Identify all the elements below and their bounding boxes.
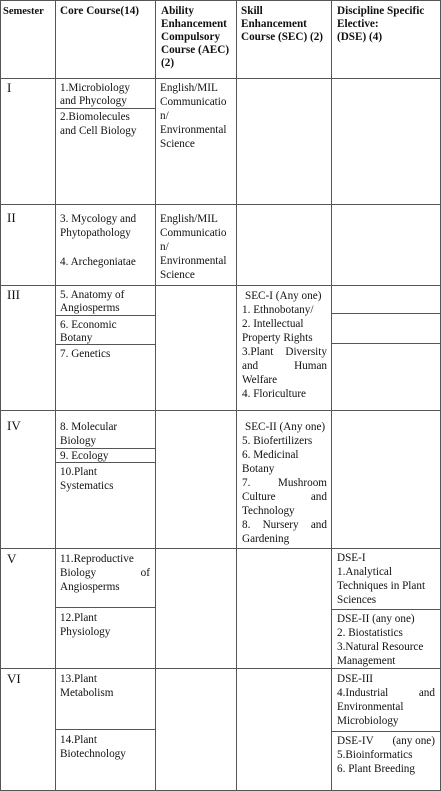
- sec-word: Nursery: [262, 519, 299, 531]
- header-dse-line: Discipline Specific: [337, 5, 425, 17]
- core-course: 14.Plant: [60, 734, 97, 746]
- column-border: [331, 0, 332, 791]
- sec-word: 3.Plant: [242, 346, 274, 358]
- sec-item-justified: [242, 476, 327, 490]
- row-border: [0, 204, 441, 205]
- aec-line: Communicatio: [160, 227, 227, 239]
- dse-word: (any one): [392, 735, 435, 747]
- header-aec-line: Compulsory: [161, 31, 221, 43]
- dse-title: DSE-I: [337, 552, 366, 564]
- subrow-border: [331, 609, 441, 610]
- core-course: Metabolism: [60, 687, 114, 699]
- core-course-word: of: [140, 567, 150, 579]
- core-course: 1.Microbiology: [60, 82, 130, 94]
- header-sec-line: Skill: [241, 5, 263, 17]
- sec-item: 4. Floriculture: [242, 388, 307, 400]
- core-course: 10.Plant: [60, 466, 97, 478]
- subrow-border: [55, 729, 155, 730]
- sec-word: and: [310, 519, 327, 531]
- sec-item: 6. Medicinal: [242, 449, 299, 461]
- sec-item: 5. Biofertilizers: [242, 435, 313, 447]
- header-aec-line: Ability: [161, 5, 194, 17]
- core-course: 9. Ecology: [60, 450, 109, 462]
- header-aec-line: Enhancement: [161, 18, 227, 30]
- header-aec-line: Course (AEC): [161, 44, 230, 56]
- column-border: [55, 0, 56, 791]
- core-course-word: Biology: [60, 567, 97, 579]
- semester-label: IV: [7, 418, 21, 433]
- sec-word: and: [242, 360, 259, 372]
- sec-item: Welfare: [242, 374, 278, 386]
- dse-word: DSE-IV: [337, 735, 374, 747]
- dse-item: 5.Bioinformatics: [337, 749, 413, 761]
- subrow-border: [331, 313, 441, 314]
- sec-word: Diversity: [285, 346, 327, 358]
- core-course: 7. Genetics: [60, 348, 111, 360]
- sec-item-justified: [242, 490, 327, 504]
- sec-word: Culture: [242, 491, 276, 503]
- core-course: and Cell Biology: [60, 125, 137, 137]
- aec-line: English/MIL: [160, 82, 218, 94]
- semester-label: VI: [7, 671, 21, 686]
- aec-line: n/: [160, 110, 169, 122]
- sec-word: 8.: [242, 519, 251, 531]
- subrow-border: [55, 108, 155, 109]
- core-course: Angiosperms: [60, 581, 120, 593]
- core-course: 6. Economic: [60, 319, 117, 331]
- sec-item-justified: [242, 359, 327, 373]
- sec-item-justified: [242, 345, 327, 359]
- sec-word: and: [310, 491, 327, 503]
- semester-label: V: [7, 551, 17, 566]
- sec-item: Gardening: [242, 533, 290, 545]
- dse-item: 3.Natural Resource: [337, 641, 424, 653]
- dse-title: DSE-III: [337, 673, 374, 685]
- sec-item: 2. Intellectual: [242, 318, 304, 330]
- core-course: 5. Anatomy of: [60, 289, 125, 301]
- semester-label: II: [7, 210, 16, 225]
- header-dse-line: Elective:: [337, 18, 379, 30]
- column-border: [0, 0, 1, 791]
- subrow-border: [55, 315, 155, 316]
- core-course: Biology: [60, 435, 97, 447]
- core-course-justified: [60, 566, 150, 580]
- core-course: 12.Plant: [60, 612, 97, 624]
- dse-item: Sciences: [337, 594, 377, 606]
- dse-item: Management: [337, 655, 396, 667]
- core-course: Systematics: [60, 480, 114, 492]
- sec-item-justified: [242, 518, 327, 532]
- row-border: [0, 0, 441, 1]
- sec-title: SEC-II (Any one): [245, 421, 326, 433]
- row-border: [0, 285, 441, 286]
- core-course: 3. Mycology and: [60, 213, 137, 225]
- dse-word: 4.Industrial: [337, 687, 389, 699]
- row-border: [0, 410, 441, 411]
- subrow-border: [331, 343, 441, 344]
- subrow-border: [55, 607, 155, 608]
- core-course: Physiology: [60, 626, 111, 638]
- aec-line: Environmental: [160, 255, 227, 267]
- sec-item: Property Rights: [242, 332, 313, 344]
- header-sec-line: Enhancement: [241, 18, 307, 30]
- core-course: 2.Biomolecules: [60, 111, 130, 123]
- dse-item: 1.Analytical: [337, 566, 392, 578]
- semester-label: III: [7, 287, 20, 302]
- dse-item: 2. Biostatistics: [337, 627, 403, 639]
- aec-line: Science: [160, 269, 195, 281]
- column-border: [236, 0, 237, 791]
- subrow-border: [331, 731, 441, 732]
- row-border: [0, 668, 441, 669]
- dse-title: DSE-II (any one): [337, 613, 415, 625]
- dse-word: and: [418, 687, 435, 699]
- header-dse-line: (DSE) (4): [337, 31, 383, 43]
- dse-item: Microbiology: [337, 715, 399, 727]
- core-course: and Phycology: [60, 95, 127, 107]
- core-course: Angiosperms: [60, 302, 120, 314]
- column-border: [155, 0, 156, 791]
- core-course: 4. Archegoniatae: [60, 256, 136, 268]
- sec-word: 7.: [242, 477, 251, 489]
- sec-word: Mushroom: [277, 477, 327, 489]
- aec-line: Communicatio: [160, 96, 227, 108]
- aec-line: Science: [160, 138, 195, 150]
- aec-line: English/MIL: [160, 213, 218, 225]
- dse-item: 6. Plant Breeding: [337, 763, 415, 775]
- header-core: Core Course(14): [60, 5, 140, 17]
- sec-title: SEC-I (Any one): [245, 290, 322, 302]
- sec-item: Technology: [242, 505, 295, 517]
- core-course: 13.Plant: [60, 673, 97, 685]
- row-border: [0, 78, 441, 79]
- aec-line: n/: [160, 241, 169, 253]
- header-semester: Semester: [3, 6, 44, 17]
- core-course: 11.Reproductive: [60, 553, 134, 565]
- core-course: Phytopathology: [60, 227, 131, 239]
- dse-item: Environmental: [337, 701, 404, 713]
- sec-item: Botany: [242, 463, 275, 475]
- aec-line: Environmental: [160, 124, 227, 136]
- dse-item: Techniques in Plant: [337, 580, 426, 592]
- dse-item-justified: [337, 686, 435, 700]
- header-sec-line: Course (SEC) (2): [241, 31, 324, 43]
- core-course: Biotechnology: [60, 748, 126, 760]
- core-course: 8. Molecular: [60, 421, 118, 433]
- row-border: [0, 548, 441, 549]
- core-course: Botany: [60, 332, 93, 344]
- dse-title-justified: [337, 734, 435, 748]
- header-aec-line: (2): [161, 57, 175, 69]
- sec-item: 1. Ethnobotany/: [242, 304, 314, 316]
- semester-label: I: [7, 80, 12, 95]
- sec-word: Human: [294, 360, 327, 372]
